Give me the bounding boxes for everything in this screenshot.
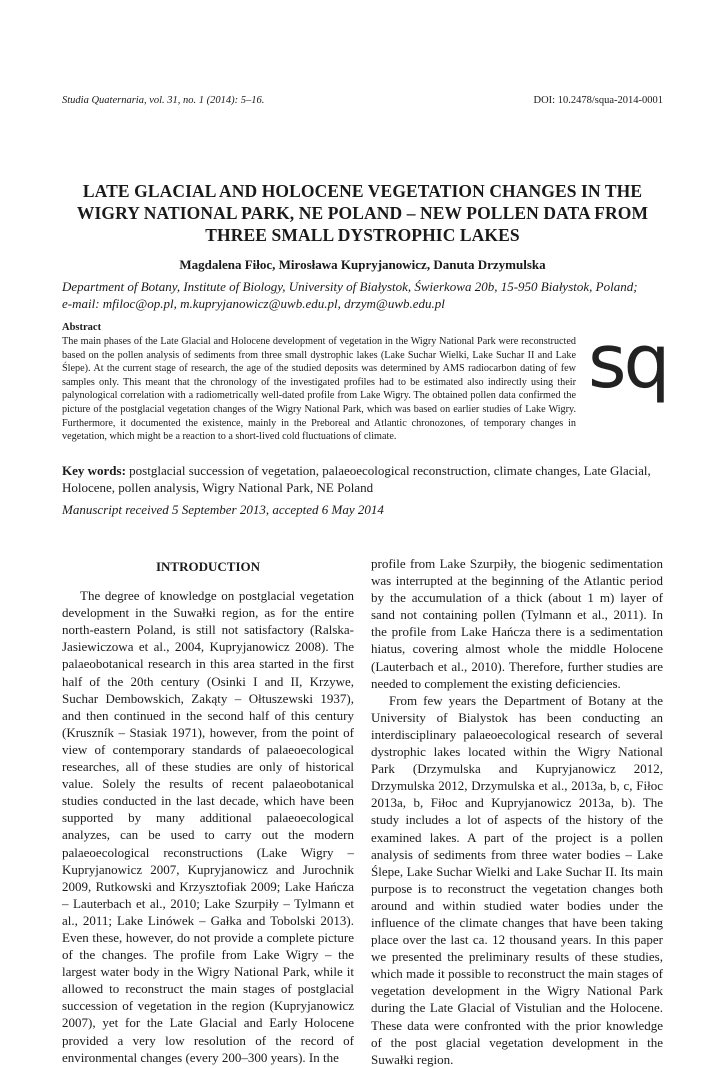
abstract-text: The main phases of the Late Glacial and Holocene development of vegetation in the Wigry National Park were reconstructed based on the pollen analysis of sediments from three small dystrophic lakes (Lake Suchar Wielki, Lake Suchar II and Lake Ślepe). At the current stage of research, the age of the studied deposits was determined by AMS radiocarbon dating of few samples only. This meant that the chronology of the investigated profiles had to be estimated also indirectly using their palynological correlation with a radiometrically well-dated profile from Lake Wigry. The obtained pollen data confirmed the picture of the postglacial vegetation changes of the Wigry National Park, which was based on earlier studies of Lake Wigry. Furthermore, it documented the existence, mainly in the Preboreal and Atlantic chronozones, of temporary changes in vegetation, which might be a reaction to a short-lived cold fluctuations of climate. (62, 336, 576, 443)
author-list: Magdalena Fiłoc, Mirosława Kupryjanowicz, Danuta Drzymulska (179, 257, 546, 272)
journal-logo: sq (588, 319, 668, 405)
affiliation-email: e-mail: mfiloc@op.pl, m.kupryjanowicz@uwb.edu.pl, drzym@uwb.edu.pl (62, 296, 445, 311)
affiliation (62, 278, 663, 312)
doi: DOI: 10.2478/squa-2014-0001 (533, 95, 663, 106)
intro-paragraph-1-cont: profile from Lake Szurpiły, the biogenic sedimentation was interrupted at the beginning of the Atlantic period by the accumulation of a thick (about 1 m) layer of sand not containing pollen (Tylmann et al., 2011). In the profile from Lake Hańcza there is a sedimentation hiatus, covering almost whole the middle Holocene (Lauterbach et al., 2010). Therefore, further studies are needed to complement the existing deficiencies. (371, 556, 663, 691)
keywords-text: postglacial succession of vegetation, palaeoecological reconstruction, climate changes, Late Glacial, Holocene, pollen analysis, Wigry National Park, NE Poland (62, 463, 651, 495)
manuscript-dates: Manuscript received 5 September 2013, accepted 6 May 2014 (62, 502, 384, 517)
keywords (62, 462, 663, 496)
journal-citation: Studia Quaternaria, vol. 31, no. 1 (2014): 5–16. (62, 95, 265, 106)
paper-title: LATE GLACIAL AND HOLOCENE VEGETATION CHANGES IN THE WIGRY NATIONAL PARK, NE POLAND – NEW POLLEN DATA FROM THREE SMALL DYSTROPHIC LAKES (76, 181, 649, 245)
keywords-label: Key words: (62, 463, 126, 478)
abstract-heading: Abstract (62, 322, 102, 333)
intro-paragraph-2: From few years the Department of Botany at the University of Bialystok has been conducting an interdisciplinary palaeoecological research of several dystrophic lakes located within the Wigry National Park (Drzymulska and Kupryjanowicz 2012, Drzymulska 2012, Drzymulska et al., 2013a, b, c, Fiłoc 2013a, b, Fiłoc and Kupryjanowicz 2013a, b). The study includes a lot of aspects of the history of the examined lakes. A part of the project is a pollen analysis of sediments from three water bodies – Lake Ślepe, Lake Suchar Wielki and Lake Suchar II. Its main purpose is to reconstruct the vegetation changes both around and within studied water bodies under the influence of the climate changes that have been taking place over the last ca. 12 thousand years. In this paper we presented the preliminary results of these studies, which made it possible to reconstruct the main stages of vegetation development in the Wigry National Park during the Late Glacial of Vistulian and the Holocene. These data were confronted with the prior knowledge of the post glacial vegetation development in the Suwałki region. (371, 692, 663, 1067)
intro-paragraph-1: The degree of knowledge on postglacial vegetation development in the Suwałki region, as for the entire north-eastern Poland, is still not satisfactory (Ralska-Jasiewiczowa et al., 2004, Kupryjanowicz 2008). The palaeobotanical research in this area started in the first half of the 20th century (Osinki I and II, Krzywe, Suchar Dembowskich, Zakąty – Ołtuszewski 1937), and then continued in the second half of this century (Kruszník – Stasiak 1971), however, from the point of view of contemporary standards of palaeoecological researches, all of these studies are only of historical value. Solely the results of recent palaeobotanical studies conducted in the last decade, which have been supported by many additional palaeoecological analyzes, can be used to carry out the modern palaeoecological reconstructions (Lake Wigry – Kupryjanowicz 2007, Kupryjanowicz and Jurochnik 2009, Rutkowski and Krzysztofiak 2009; Lake Hańcza – Lauterbach et al., 2010; Lake Szurpiły – Tylmann et al., 2011; Lake Linówek – Gałka and Tobolski 2013). Even these, however, do not provide a complete picture of the changes. The profile from Lake Wigry – the largest water body in the Wigry National Park, while it allowed to reconstruct the main stages of postglacial succession of vegetation in the region (Kupryjanowicz 2007), yet for the Late Glacial and Early Holocene provided a very low resolution of the record of environmental changes (every 200–300 years). In the (62, 588, 354, 1065)
section-heading: INTRODUCTION (155, 559, 260, 574)
left-column (62, 555, 354, 1066)
affiliation-address: Department of Botany, Institute of Biology, University of Białystok, Świerkowa 20b, 15-950 Białystok, Poland; (62, 279, 638, 294)
right-column (371, 555, 663, 1068)
